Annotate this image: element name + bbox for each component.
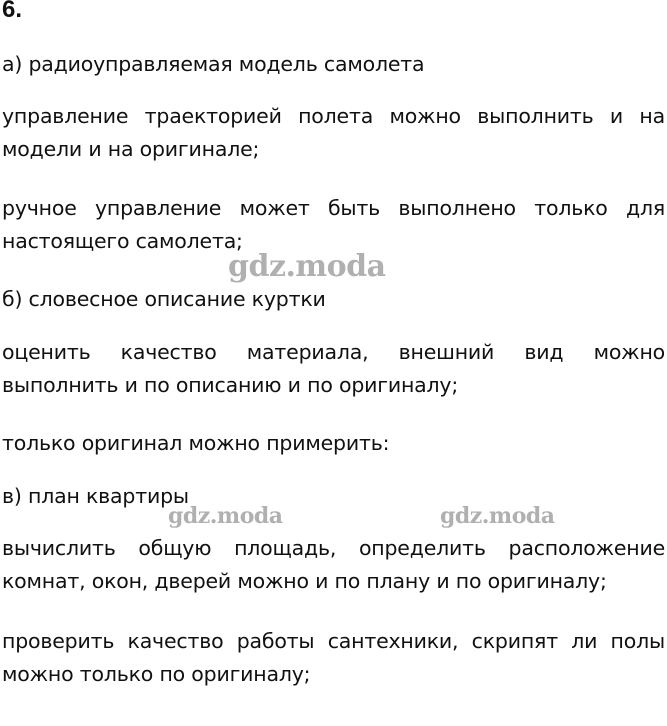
paragraph-a-item-1: управление траекторией полета можно выполнить и на модели и на оригинале; — [2, 104, 665, 161]
paragraph-a-heading: а) радиоуправляемая модель самолета — [2, 52, 425, 76]
watermark: gdz.moda — [228, 249, 386, 284]
paragraph-b-item-2: только оригинал можно примерить: — [2, 431, 390, 455]
watermark: gdz.moda — [440, 503, 555, 529]
watermark: gdz.moda — [168, 503, 283, 529]
paragraph-c-item-1: вычислить общую площадь, определить расположение комнат, окон, дверей можно и по плану и по оригиналу; — [2, 536, 665, 593]
paragraph-b-item-1: оценить качество материала, внешний вид можно выполнить и по описанию и по оригиналу; — [2, 340, 665, 397]
paragraph-c-item-2: проверить качество работы сантехники, скрипят ли полы можно только по оригиналу; — [2, 629, 665, 686]
paragraph-a-item-2: ручное управление может быть выполнено только для настоящего самолета; — [2, 196, 665, 253]
paragraph-b-heading: б) словесное описание куртки — [2, 287, 326, 311]
paragraph-c-heading: в) план квартиры — [2, 484, 189, 508]
task-number: 6. — [2, 0, 23, 23]
